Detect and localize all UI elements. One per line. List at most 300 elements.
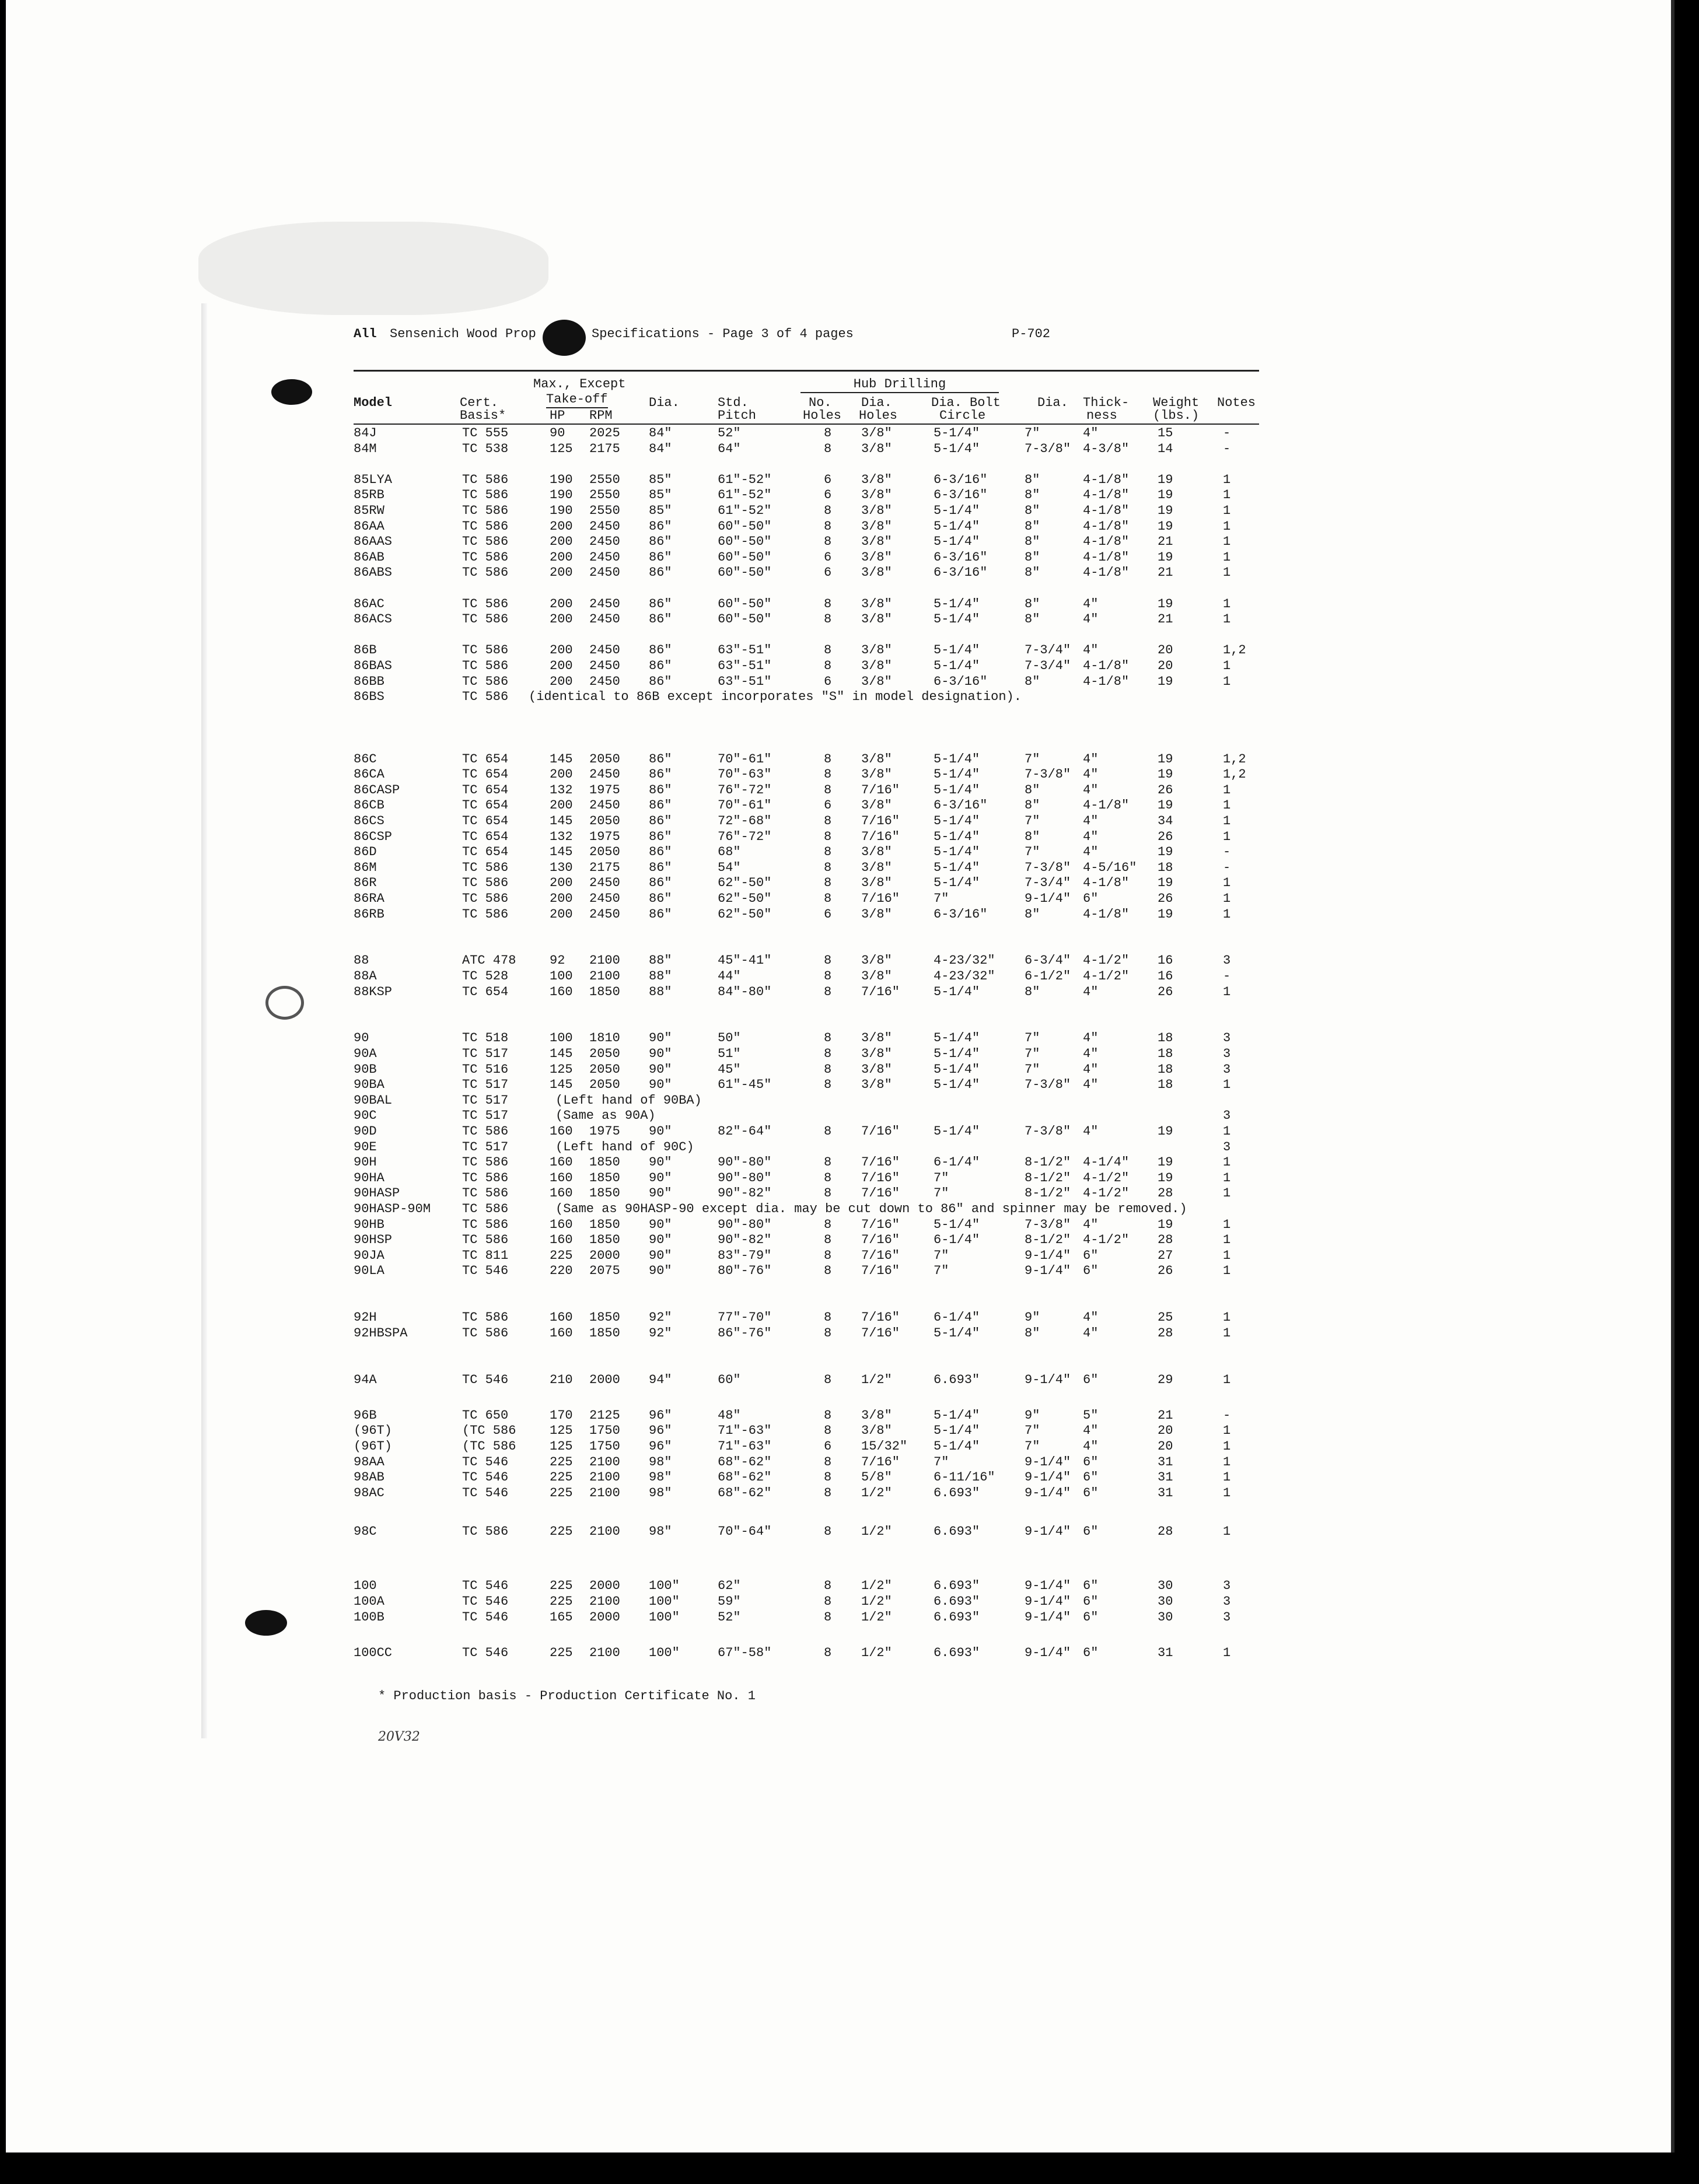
- hub-dia-cell: 9-1/4": [1025, 1485, 1071, 1500]
- hp-cell: 145: [550, 814, 573, 828]
- pitch-cell: 90"-80": [718, 1217, 772, 1232]
- notes-cell: 1: [1223, 674, 1231, 689]
- pitch-cell: 63"-51": [718, 643, 772, 658]
- hole-dia-cell: 3/8": [861, 565, 892, 580]
- notes-cell: 1,2: [1223, 767, 1246, 782]
- model-cell: 90HASP-90M: [354, 1202, 431, 1216]
- hp-cell: 220: [550, 1264, 573, 1279]
- thickness-cell: 6": [1083, 1485, 1099, 1500]
- hp-cell: 130: [550, 860, 573, 875]
- model-cell: 86AB: [354, 550, 384, 565]
- model-cell: 90B: [354, 1062, 377, 1077]
- holes-count-cell: 8: [824, 1248, 832, 1263]
- weight-cell: 19: [1158, 767, 1173, 782]
- weight-cell: 19: [1158, 519, 1173, 534]
- model-cell: 98AC: [354, 1485, 384, 1500]
- dia-cell: 86": [649, 798, 672, 813]
- hp-cell: 160: [550, 1233, 573, 1248]
- bolt-circle-cell: 6-3/16": [934, 907, 988, 922]
- cert-basis-cell: TC 811: [462, 1248, 509, 1263]
- notes-cell: 3: [1223, 1609, 1231, 1625]
- dia-cell: 94": [649, 1372, 672, 1387]
- table-header-rule: [354, 424, 1259, 425]
- weight-cell: 34: [1158, 814, 1173, 828]
- dia-cell: 85": [649, 488, 672, 503]
- rpm-cell: 2100: [589, 953, 620, 968]
- model-cell: 86M: [354, 860, 377, 875]
- rpm-cell: 2450: [589, 659, 620, 673]
- weight-cell: 30: [1158, 1594, 1173, 1609]
- notes-cell: 1: [1223, 829, 1231, 844]
- weight-cell: 19: [1158, 907, 1173, 922]
- bolt-circle-cell: 7": [934, 891, 949, 906]
- notes-cell: 1: [1223, 1186, 1231, 1201]
- hp-cell: 200: [550, 798, 573, 813]
- hp-cell: 200: [550, 550, 573, 565]
- weight-cell: 19: [1158, 876, 1173, 891]
- bolt-circle-cell: 6-3/16": [934, 674, 988, 689]
- pitch-cell: 60": [718, 1372, 741, 1387]
- holes-count-cell: 8: [824, 751, 832, 766]
- thickness-cell: 4-5/16": [1083, 860, 1137, 875]
- hole-dia-cell: 3/8": [861, 751, 892, 766]
- pitch-cell: 90"-80": [718, 1170, 772, 1185]
- hp-cell: 125: [550, 1062, 573, 1077]
- hub-dia-cell: 9-1/4": [1025, 1645, 1071, 1660]
- bolt-circle-cell: 5-1/4": [934, 829, 980, 844]
- bolt-circle-cell: 4-23/32": [934, 953, 995, 968]
- bolt-circle-cell: 5-1/4": [934, 1423, 980, 1438]
- pitch-cell: 52": [718, 426, 741, 440]
- rpm-cell: 1750: [589, 1438, 620, 1454]
- hub-dia-cell: 8": [1025, 798, 1040, 813]
- header-no: No.: [809, 396, 832, 410]
- hub-dia-cell: 7": [1025, 1438, 1040, 1454]
- hub-dia-cell: 8": [1025, 519, 1040, 534]
- notes-cell: 1: [1223, 814, 1231, 828]
- thickness-cell: 4": [1083, 1423, 1099, 1438]
- cert-basis-cell: TC 654: [462, 751, 509, 766]
- hub-dia-cell: 8": [1025, 984, 1040, 999]
- cert-basis-cell: TC 586: [462, 1325, 509, 1340]
- hub-dia-cell: 9-1/4": [1025, 1524, 1071, 1539]
- rpm-cell: 1850: [589, 1170, 620, 1185]
- thickness-cell: 6": [1083, 1372, 1099, 1387]
- bolt-circle-cell: 5-1/4": [934, 1062, 980, 1077]
- cert-basis-cell: TC 586: [462, 1217, 509, 1232]
- header-rpm: RPM: [589, 408, 613, 423]
- bolt-circle-cell: 5-1/4": [934, 519, 980, 534]
- rpm-cell: 2550: [589, 503, 620, 518]
- notes-cell: 1: [1223, 1438, 1231, 1454]
- hp-cell: 210: [550, 1372, 573, 1387]
- notes-cell: 1: [1223, 1170, 1231, 1185]
- dia-cell: 92": [649, 1310, 672, 1325]
- hp-cell: 132: [550, 829, 573, 844]
- weight-cell: 19: [1158, 674, 1173, 689]
- cert-basis-cell: (TC 586: [462, 1423, 516, 1438]
- rpm-cell: 2450: [589, 519, 620, 534]
- hole-dia-cell: 3/8": [861, 534, 892, 550]
- rpm-cell: 2025: [589, 426, 620, 440]
- notes-cell: -: [1223, 845, 1231, 860]
- hub-dia-cell: 7": [1025, 814, 1040, 828]
- rpm-cell: 2050: [589, 845, 620, 860]
- holes-count-cell: 8: [824, 1124, 832, 1139]
- thickness-cell: 4-1/8": [1083, 565, 1130, 580]
- notes-cell: 1: [1223, 596, 1231, 611]
- hub-dia-cell: 8-1/2": [1025, 1233, 1071, 1248]
- document-title-line: [354, 327, 1275, 351]
- hub-dia-cell: 7-3/4": [1025, 876, 1071, 891]
- dia-cell: 98": [649, 1485, 672, 1500]
- model-cell: 86ABS: [354, 565, 393, 580]
- footnote: * Production basis - Production Certificate No. 1: [378, 1689, 756, 1704]
- notes-cell: 1: [1223, 565, 1231, 580]
- weight-cell: 18: [1158, 1031, 1173, 1046]
- hp-cell: 200: [550, 534, 573, 550]
- weight-cell: 19: [1158, 472, 1173, 487]
- holes-count-cell: 8: [824, 441, 832, 456]
- weight-cell: 19: [1158, 798, 1173, 813]
- model-cell: 100A: [354, 1594, 384, 1609]
- hole-dia-cell: 7/16": [861, 1155, 900, 1170]
- cert-basis-cell: TC 654: [462, 814, 509, 828]
- notes-cell: 3: [1223, 1062, 1231, 1077]
- holes-count-cell: 6: [824, 488, 832, 503]
- model-cell: 92H: [354, 1310, 377, 1325]
- holes-count-cell: 8: [824, 1423, 832, 1438]
- notes-cell: 1: [1223, 876, 1231, 891]
- hp-cell: 160: [550, 1155, 573, 1170]
- hp-cell: 200: [550, 674, 573, 689]
- notes-cell: 3: [1223, 953, 1231, 968]
- holes-count-cell: 6: [824, 674, 832, 689]
- pitch-cell: 77"-70": [718, 1310, 772, 1325]
- cert-basis-cell: ATC 478: [462, 953, 516, 968]
- cert-basis-cell: TC 586: [462, 674, 509, 689]
- cert-basis-cell: TC 654: [462, 782, 509, 797]
- bolt-circle-cell: 5-1/4": [934, 860, 980, 875]
- bolt-circle-cell: 5-1/4": [934, 1408, 980, 1423]
- hub-dia-cell: 8": [1025, 472, 1040, 487]
- weight-cell: 29: [1158, 1372, 1173, 1387]
- pitch-cell: 80"-76": [718, 1264, 772, 1279]
- weight-cell: 30: [1158, 1609, 1173, 1625]
- thickness-cell: 4-1/2": [1083, 969, 1130, 984]
- cert-basis-cell: TC 586: [462, 690, 509, 705]
- bolt-circle-cell: 6.693": [934, 1524, 980, 1539]
- rpm-cell: 2050: [589, 814, 620, 828]
- hub-dia-cell: 9": [1025, 1310, 1040, 1325]
- cert-basis-cell: TC 546: [462, 1645, 509, 1660]
- model-cell: 90BA: [354, 1077, 384, 1093]
- hub-dia-cell: 7-3/8": [1025, 1217, 1071, 1232]
- cert-basis-cell: TC 586: [462, 488, 509, 503]
- bolt-circle-cell: 6-1/4": [934, 1233, 980, 1248]
- model-cell: 90C: [354, 1108, 377, 1124]
- pitch-cell: 71"-63": [718, 1423, 772, 1438]
- weight-cell: 18: [1158, 860, 1173, 875]
- hp-cell: 160: [550, 1325, 573, 1340]
- model-cell: 100B: [354, 1609, 384, 1625]
- holes-count-cell: 8: [824, 984, 832, 999]
- rpm-cell: 2550: [589, 488, 620, 503]
- header-no-holes: Holes: [803, 408, 842, 423]
- weight-cell: 26: [1158, 1264, 1173, 1279]
- dia-cell: 86": [649, 534, 672, 550]
- document-subtitle: Specifications - Page 3 of 4 pages: [592, 327, 854, 341]
- thickness-cell: 4-1/8": [1083, 876, 1130, 891]
- cert-basis-cell: TC 586: [462, 643, 509, 658]
- hub-dia-cell: 8-1/2": [1025, 1186, 1071, 1201]
- pitch-cell: 63"-51": [718, 659, 772, 673]
- header-cert-basis: Basis*: [460, 408, 506, 423]
- notes-cell: 1: [1223, 891, 1231, 906]
- hole-dia-cell: 3/8": [861, 426, 892, 440]
- thickness-cell: 4-1/2": [1083, 1170, 1130, 1185]
- holes-count-cell: 8: [824, 1609, 832, 1625]
- model-cell: 90: [354, 1031, 369, 1046]
- bolt-circle-cell: 5-1/4": [934, 426, 980, 440]
- hp-cell: 125: [550, 1423, 573, 1438]
- hp-cell: 160: [550, 1186, 573, 1201]
- rpm-cell: 2450: [589, 534, 620, 550]
- notes-cell: 1: [1223, 659, 1231, 673]
- holes-count-cell: 8: [824, 767, 832, 782]
- thickness-cell: 4": [1083, 596, 1099, 611]
- header-thickness-1: Thick-: [1083, 396, 1130, 410]
- dia-cell: 88": [649, 969, 672, 984]
- hub-dia-cell: 9-1/4": [1025, 1594, 1071, 1609]
- holes-count-cell: 8: [824, 1077, 832, 1093]
- holes-count-cell: 8: [824, 503, 832, 518]
- dia-cell: 90": [649, 1233, 672, 1248]
- model-cell: 86CB: [354, 798, 384, 813]
- notes-cell: 3: [1223, 1046, 1231, 1061]
- notes-cell: 3: [1223, 1578, 1231, 1594]
- notes-cell: 1: [1223, 1423, 1231, 1438]
- model-cell: 86BS: [354, 690, 384, 705]
- dia-cell: 84": [649, 441, 672, 456]
- model-cell: 86ACS: [354, 612, 393, 627]
- header-bolt-circle-1: Dia. Bolt: [931, 396, 1001, 410]
- weight-cell: 19: [1158, 550, 1173, 565]
- cert-basis-cell: TC 586: [462, 876, 509, 891]
- thickness-cell: 4": [1083, 829, 1099, 844]
- hub-dia-cell: 7": [1025, 426, 1040, 440]
- bolt-circle-cell: 7": [934, 1170, 949, 1185]
- cert-basis-cell: TC 516: [462, 1062, 509, 1077]
- rpm-cell: 2125: [589, 1408, 620, 1423]
- pitch-cell: 82"-64": [718, 1124, 772, 1139]
- holes-count-cell: 8: [824, 782, 832, 797]
- hub-dia-cell: 7": [1025, 1046, 1040, 1061]
- pitch-cell: 60"-50": [718, 565, 772, 580]
- bolt-circle-cell: 5-1/4": [934, 1325, 980, 1340]
- thickness-cell: 4": [1083, 814, 1099, 828]
- dia-cell: 90": [649, 1186, 672, 1201]
- model-cell: 86C: [354, 751, 377, 766]
- weight-cell: 19: [1158, 488, 1173, 503]
- holes-count-cell: 8: [824, 1645, 832, 1660]
- bolt-circle-cell: 5-1/4": [934, 1046, 980, 1061]
- model-cell: 98C: [354, 1524, 377, 1539]
- weight-cell: 21: [1158, 565, 1173, 580]
- model-cell: 86B: [354, 643, 377, 658]
- cert-basis-cell: TC 586: [462, 503, 509, 518]
- hole-dia-cell: 7/16": [861, 1264, 900, 1279]
- hole-dia-cell: 3/8": [861, 969, 892, 984]
- dia-cell: 90": [649, 1248, 672, 1263]
- rpm-cell: 2450: [589, 643, 620, 658]
- hub-dia-cell: 9-1/4": [1025, 1470, 1071, 1485]
- cert-basis-cell: TC 546: [462, 1454, 509, 1469]
- thickness-cell: 6": [1083, 891, 1099, 906]
- notes-cell: 1: [1223, 1485, 1231, 1500]
- dia-cell: 90": [649, 1124, 672, 1139]
- dia-cell: 90": [649, 1170, 672, 1185]
- bolt-circle-cell: 5-1/4": [934, 596, 980, 611]
- pitch-cell: 48": [718, 1408, 741, 1423]
- hub-dia-cell: 9-1/4": [1025, 1372, 1071, 1387]
- weight-cell: 20: [1158, 1438, 1173, 1454]
- pitch-cell: 68": [718, 845, 741, 860]
- cert-basis-cell: TC 654: [462, 984, 509, 999]
- bolt-circle-cell: 5-1/4": [934, 659, 980, 673]
- cert-basis-cell: (TC 586: [462, 1438, 516, 1454]
- thickness-cell: 4-1/8": [1083, 550, 1130, 565]
- hole-dia-cell: 3/8": [861, 1408, 892, 1423]
- hole-dia-cell: 3/8": [861, 1062, 892, 1077]
- model-cell: 84J: [354, 426, 377, 440]
- thickness-cell: 4": [1083, 1046, 1099, 1061]
- model-cell: 86RA: [354, 891, 384, 906]
- thickness-cell: 4": [1083, 782, 1099, 797]
- thickness-cell: 4": [1083, 643, 1099, 658]
- bolt-circle-cell: 5-1/4": [934, 441, 980, 456]
- bolt-circle-cell: 6.693": [934, 1578, 980, 1594]
- weight-cell: 26: [1158, 829, 1173, 844]
- weight-cell: 20: [1158, 1423, 1173, 1438]
- hub-dia-cell: 9-1/4": [1025, 1264, 1071, 1279]
- model-cell: 92HBSPA: [354, 1325, 408, 1340]
- model-cell: 96B: [354, 1408, 377, 1423]
- holes-count-cell: 8: [824, 1062, 832, 1077]
- model-cell: 88: [354, 953, 369, 968]
- pitch-cell: 62"-50": [718, 891, 772, 906]
- hole-dia-cell: 3/8": [861, 1077, 892, 1093]
- hp-cell: 160: [550, 1124, 573, 1139]
- notes-cell: -: [1223, 969, 1231, 984]
- rpm-cell: 1850: [589, 1155, 620, 1170]
- hub-dia-cell: 7-3/8": [1025, 441, 1071, 456]
- cert-basis-cell: TC 586: [462, 534, 509, 550]
- weight-cell: 18: [1158, 1077, 1173, 1093]
- dia-cell: 86": [649, 845, 672, 860]
- hole-dia-cell: 3/8": [861, 519, 892, 534]
- dia-cell: 86": [649, 814, 672, 828]
- cert-basis-cell: TC 586: [462, 1310, 509, 1325]
- hole-dia-cell: 7/16": [861, 1170, 900, 1185]
- weight-cell: 16: [1158, 969, 1173, 984]
- header-dia-holes-1: Dia.: [861, 396, 892, 410]
- header-model: Model: [354, 396, 393, 410]
- notes-cell: 1: [1223, 612, 1231, 627]
- row-remark: (Left hand of 90C): [555, 1139, 694, 1154]
- rpm-cell: 1975: [589, 1124, 620, 1139]
- row-remark: (Left hand of 90BA): [555, 1093, 702, 1108]
- hole-dia-cell: 3/8": [861, 767, 892, 782]
- model-cell: 88A: [354, 969, 377, 984]
- cert-basis-cell: TC 517: [462, 1046, 509, 1061]
- dia-cell: 96": [649, 1438, 672, 1454]
- notes-cell: 1: [1223, 1217, 1231, 1232]
- hole-dia-cell: 7/16": [861, 1454, 900, 1469]
- holes-count-cell: 8: [824, 1186, 832, 1201]
- hole-dia-cell: 7/16": [861, 1233, 900, 1248]
- dia-cell: 86": [649, 891, 672, 906]
- dia-cell: 96": [649, 1408, 672, 1423]
- holes-count-cell: 8: [824, 519, 832, 534]
- notes-cell: 1: [1223, 782, 1231, 797]
- cert-basis-cell: TC 586: [462, 550, 509, 565]
- weight-cell: 21: [1158, 1408, 1173, 1423]
- notes-cell: 1: [1223, 1077, 1231, 1093]
- hp-cell: 225: [550, 1578, 573, 1594]
- hub-dia-cell: 9": [1025, 1408, 1040, 1423]
- hp-cell: 132: [550, 782, 573, 797]
- hub-dia-cell: 7": [1025, 1423, 1040, 1438]
- hole-dia-cell: 3/8": [861, 472, 892, 487]
- hole-dia-cell: 7/16": [861, 1325, 900, 1340]
- thickness-cell: 6": [1083, 1645, 1099, 1660]
- hp-cell: 145: [550, 845, 573, 860]
- weight-cell: 19: [1158, 845, 1173, 860]
- thickness-cell: 4": [1083, 751, 1099, 766]
- cert-basis-cell: TC 586: [462, 860, 509, 875]
- model-cell: 100CC: [354, 1645, 393, 1660]
- hub-dia-cell: 7-3/8": [1025, 767, 1071, 782]
- hp-cell: 225: [550, 1248, 573, 1263]
- hub-dia-cell: 7-3/4": [1025, 659, 1071, 673]
- cert-basis-cell: TC 586: [462, 1155, 509, 1170]
- rpm-cell: 2050: [589, 1046, 620, 1061]
- dia-cell: 88": [649, 953, 672, 968]
- rpm-cell: 1850: [589, 1186, 620, 1201]
- dia-cell: 84": [649, 426, 672, 440]
- cert-basis-cell: TC 654: [462, 829, 509, 844]
- hub-dia-cell: 7": [1025, 1062, 1040, 1077]
- cert-basis-cell: TC 586: [462, 472, 509, 487]
- notes-cell: 1: [1223, 1248, 1231, 1263]
- bolt-circle-cell: 6-3/16": [934, 488, 988, 503]
- cert-basis-cell: TC 517: [462, 1093, 509, 1108]
- hp-cell: 145: [550, 1077, 573, 1093]
- notes-cell: 3: [1223, 1139, 1231, 1154]
- model-cell: 85RW: [354, 503, 384, 518]
- hub-dia-cell: 8": [1025, 782, 1040, 797]
- hole-dia-cell: 7/16": [861, 984, 900, 999]
- dia-cell: 86": [649, 751, 672, 766]
- model-cell: 86BAS: [354, 659, 393, 673]
- hole-dia-cell: 3/8": [861, 876, 892, 891]
- dia-cell: 96": [649, 1423, 672, 1438]
- bolt-circle-cell: 5-1/4": [934, 814, 980, 828]
- hp-cell: 100: [550, 1031, 573, 1046]
- thickness-cell: 4": [1083, 1217, 1099, 1232]
- bolt-circle-cell: 5-1/4": [934, 1077, 980, 1093]
